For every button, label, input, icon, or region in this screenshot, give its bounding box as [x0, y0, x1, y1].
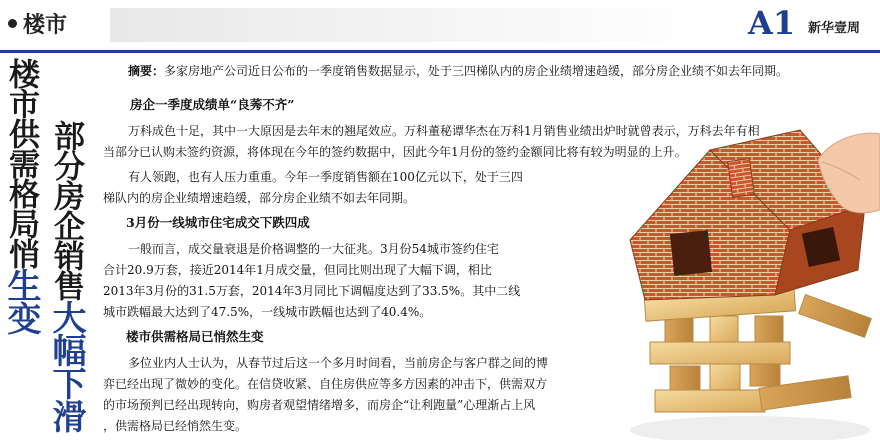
paragraph-1-line-2: 当部分已认购未签约资源，将体现在今年的签约数据中，因此今年1月份的签约金额同比将有较为明显的上升。 — [103, 145, 687, 159]
publication-name: 新华壹周 — [808, 21, 861, 36]
subheading-1: 房企一季度成绩单“良莠不齐” — [130, 97, 295, 112]
abstract — [128, 61, 848, 82]
page-header — [0, 0, 880, 53]
main-headline-part1: 楼市供需格局悄 — [3, 58, 39, 268]
sub-headline-part1: 部分房企销售 — [48, 120, 84, 300]
house-on-jenga-blocks-icon — [560, 120, 880, 440]
paragraph-3-line-3: 2013年3月份的31.5万套，2014年3月同比下调幅度达到了33.5%。其中二线 — [103, 284, 521, 298]
bullet-icon — [8, 19, 17, 28]
paragraph-3-line-2: 合计20.9万套，接近2014年1月成交量，但同比则出现了大幅下调，相比 — [103, 263, 492, 277]
paragraph-3-line-1: 一般而言，成交量衰退是价格调整的一大征兆。3月份54城市签约住宅 — [128, 242, 499, 256]
sub-headline — [46, 120, 86, 432]
main-headline — [1, 58, 41, 334]
header-gradient-band — [110, 8, 710, 42]
sub-headline-part2: 大幅下滑 — [46, 300, 86, 432]
subheading-3: 楼市供需格局已悄然生变 — [126, 329, 264, 344]
paragraph-4-line-3: 的市场预判已经出现转向，购房者观望情绪增多，而房企“让利跑量”心理渐占上风 — [103, 398, 536, 412]
subheading-2: 3月份一线城市住宅成交下跌四成 — [126, 215, 310, 230]
jenga-tower — [644, 289, 871, 412]
section-tag — [8, 8, 67, 38]
paragraph-4-line-1: 多位业内人士认为，从春节过后这一个多月时间看，当前房企与客户群之间的博 — [128, 356, 549, 370]
abstract-label: 摘要： — [128, 64, 165, 78]
paragraph-3-line-4: 城市跌幅最大达到了47.5%，一线城市跌幅也达到了40.4%。 — [103, 305, 432, 319]
page-number: A1 — [748, 4, 796, 42]
main-headline-part2: 生变 — [1, 268, 41, 334]
paragraph-2-line-2: 梯队内的房企业绩增速趋缓，部分房企业绩不如去年同期。 — [103, 191, 416, 205]
paragraph-2-line-1: 有人领跑，也有人压力重重。今年一季度销售额在100亿元以下，处于三四 — [128, 170, 523, 184]
paragraph-1-line-1: 万科成色十足，其中一大原因是去年末的翘尾效应。万科董秘谭华杰在万科1月销售业绩出炉时就曾表示，万科去年有相 — [128, 124, 760, 138]
paragraph-4-line-2: 弈已经出现了微妙的变化。在信贷收紧、自住房供应等多方因素的冲击下，供需双方 — [103, 377, 548, 391]
section-label: 楼市 — [23, 12, 68, 38]
abstract-text: 多家房地产公司近日公布的一季度销售数据显示，处于三四梯队内的房企业绩增速趋缓，部分房企业绩不如去年同期。 — [164, 64, 789, 78]
paragraph-4-line-4: ，供需格局已经悄然生变。 — [103, 419, 248, 433]
